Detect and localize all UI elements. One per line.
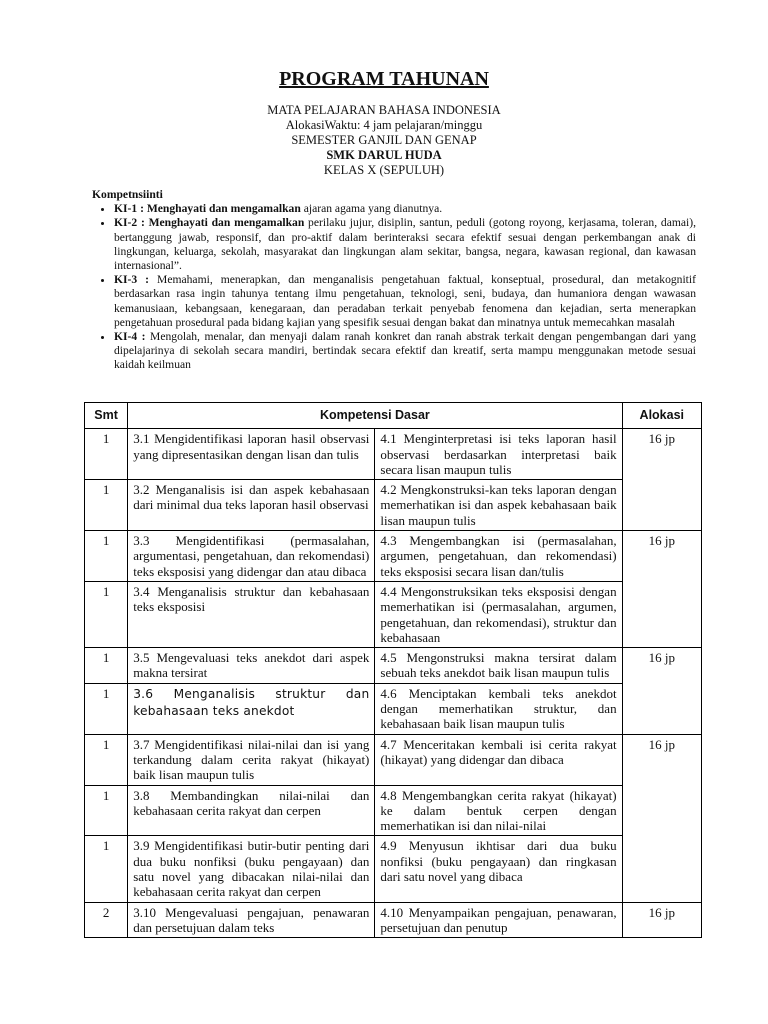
header-kompetensi-dasar: Kompetensi Dasar xyxy=(128,403,622,429)
kd4-cell: 4.1 Menginterpretasi isi teks laporan hasil observasi berdasarkan interpretasi baik secara lisan maupun tulis xyxy=(375,429,622,480)
alokasi-cell: 16 jp xyxy=(622,902,701,938)
core-competencies-list xyxy=(92,202,696,372)
subject-line: MATA PELAJARAN BAHASA INDONESIA xyxy=(267,103,501,117)
class-line: KELAS X (SEPULUH) xyxy=(323,163,445,177)
kd4-cell: 4.6 Menciptakan kembali teks anekdot dengan memerhatikan struktur, dan kebahasaan baik lisan maupun tulis xyxy=(375,683,622,734)
smt-cell: 1 xyxy=(85,429,128,480)
smt-cell: 1 xyxy=(85,480,128,531)
table-row xyxy=(85,480,702,531)
semester-line: SEMESTER GANJIL DAN GENAP xyxy=(291,133,477,147)
table-row xyxy=(85,429,702,480)
core-competencies xyxy=(92,188,696,373)
table-row xyxy=(85,902,702,938)
kd3-cell: 3.2 Menganalisis isi dan aspek kebahasaan dari minimal dua teks laporan hasil observasi xyxy=(128,480,375,531)
kd3-cell: 3.1 Mengidentifikasi laporan hasil observasi yang dipresentasikan dengan lisan dan tulis xyxy=(128,429,375,480)
kd4-cell: 4.2 Mengkonstruksi-kan teks laporan dengan memerhatikan isi dan aspek kebahasaan baik lisan maupun tulis xyxy=(375,480,622,531)
kd3-cell: 3.10 Mengevaluasi pengajuan, penawaran dan persetujuan dalam teks xyxy=(128,902,375,938)
kd4-cell: 4.10 Menyampaikan pengajuan, penawaran, persetujuan dan penutup xyxy=(375,902,622,938)
kd3-cell: 3.5 Mengevaluasi teks anekdot dari aspek makna tersirat xyxy=(128,648,375,684)
smt-cell: 1 xyxy=(85,531,128,582)
kd4-cell: 4.3 Mengembangkan isi (permasalahan, argumen, pengetahuan, dan rekomendasi) teks eksposisi secara lisan dan/tulis xyxy=(375,531,622,582)
table-row xyxy=(85,836,702,902)
kd4-cell: 4.7 Menceritakan kembali isi cerita rakyat (hikayat) yang didengar dan dibaca xyxy=(375,734,622,785)
kd4-cell: 4.9 Menyusun ikhtisar dari dua buku nonfiksi (buku pengayaan) dan ringkasan dari satu novel yang dibaca xyxy=(375,836,622,902)
alokasi-cell: 16 jp xyxy=(622,429,701,531)
ki-item xyxy=(114,202,696,216)
ki-item xyxy=(114,216,696,273)
kd4-cell: 4.4 Mengonstruksikan teks eksposisi dengan memerhatikan isi (permasalahan, argumen, pengetahuan, dan rekomendasi), struktur dan kebahasaan xyxy=(375,581,622,647)
alokasi-cell: 16 jp xyxy=(622,648,701,734)
header-alokasi: Alokasi xyxy=(622,403,701,429)
document-header xyxy=(0,103,768,178)
table-row xyxy=(85,581,702,647)
ki-text: Mengolah, menalar, dan menyaji dalam ranah konkret dan ranah abstrak terkait dengan pengembangan dari yang dipelajarinya di sekolah secara mandiri, bertindak secara efektif dan kreatif, serta mampu menggunakan metode sesuai kaidah keilmuan xyxy=(114,330,696,372)
kd3-cell: 3.6 Menganalisis struktur dan kebahasaan teks anekdot xyxy=(128,683,375,734)
header-smt: Smt xyxy=(85,403,128,429)
ki-item xyxy=(114,273,696,330)
smt-cell: 1 xyxy=(85,648,128,684)
table-row xyxy=(85,648,702,684)
kd3-cell: 3.4 Menganalisis struktur dan kebahasaan teks eksposisi xyxy=(128,581,375,647)
kd3-cell: 3.8 Membandingkan nilai-nilai dan kebahasaan cerita rakyat dan cerpen xyxy=(128,785,375,836)
kd4-cell: 4.8 Mengembangkan cerita rakyat (hikayat) ke dalam bentuk cerpen dengan memerhatikan isi dan nilai-nilai xyxy=(375,785,622,836)
core-competencies-heading: Kompetnsiinti xyxy=(92,188,163,201)
smt-cell: 1 xyxy=(85,734,128,785)
ki-label: KI-4 : xyxy=(114,330,146,344)
kd4-cell: 4.5 Mengonstruksi makna tersirat dalam sebuah teks anekdot baik lisan maupun tulis xyxy=(375,648,622,684)
smt-cell: 1 xyxy=(85,785,128,836)
alokasi-cell: 16 jp xyxy=(622,734,701,902)
ki-label: KI-1 : Menghayati dan mengamalkan xyxy=(114,202,301,216)
competency-table xyxy=(84,402,702,938)
alokasi-cell: 16 jp xyxy=(622,531,701,648)
ki-item xyxy=(114,330,696,373)
ki-text: Memahami, menerapkan, dan menganalisis pengetahuan faktual, konseptual, prosedural, dan metakognitif berdasarkan rasa ingin tahunya tentang ilmu pengetahuan, teknologi, seni, budaya, dan humaniora dengan wawasan kemanusiaan, kebangsaan, kenegaraan, dan peradaban terkait penyebab fenomena dan kejadian, serta menerapkan pengetahuan prosedural pada bidang kajian yang spesifik sesuai dengan bakat dan minatnya untuk memecahkan masalah xyxy=(114,273,696,329)
kd3-cell: 3.3 Mengidentifikasi (permasalahan, argumentasi, pengetahuan, dan rekomendasi) teks eksposisi yang didengar dan atau dibaca xyxy=(128,531,375,582)
school-name: SMK DARUL HUDA xyxy=(326,148,442,162)
table-row xyxy=(85,531,702,582)
table-header-row xyxy=(85,403,702,429)
page-title: PROGRAM TAHUNAN xyxy=(279,68,489,90)
smt-cell: 1 xyxy=(85,581,128,647)
table-row xyxy=(85,683,702,734)
smt-cell: 1 xyxy=(85,683,128,734)
smt-cell: 2 xyxy=(85,902,128,938)
kd3-cell: 3.7 Mengidentifikasi nilai-nilai dan isi yang terkandung dalam cerita rakyat (hikayat) baik lisan maupun tulis xyxy=(128,734,375,785)
ki-label: KI-2 : Menghayati dan mengamalkan xyxy=(114,216,305,230)
time-allocation-line: AlokasiWaktu: 4 jam pelajaran/minggu xyxy=(285,118,483,132)
table-row xyxy=(85,785,702,836)
table-row xyxy=(85,734,702,785)
ki-label: KI-3 : xyxy=(114,273,150,287)
ki-text: ajaran agama yang dianutnya. xyxy=(300,202,443,216)
smt-cell: 1 xyxy=(85,836,128,902)
ki-text: perilaku jujur, disiplin, santun, peduli (gotong royong, kerjasama, toleran, damai), bertanggung jawab, responsif, dan pro-aktif dalam berinteraksi secara efektif sesuai dengan perkembangan anak di lingkungan, keluarga, sekolah, masyarakat dan lingkungan alam sekitar, bangsa, negara, kawasan regional, dan kawasan internasional”. xyxy=(114,216,696,273)
kd3-cell: 3.9 Mengidentifikasi butir-butir penting dari dua buku nonfiksi (buku pengayaan) dan satu novel yang dibacakan nilai-nilai dan kebahasaan cerita rakyat dan cerpen xyxy=(128,836,375,902)
